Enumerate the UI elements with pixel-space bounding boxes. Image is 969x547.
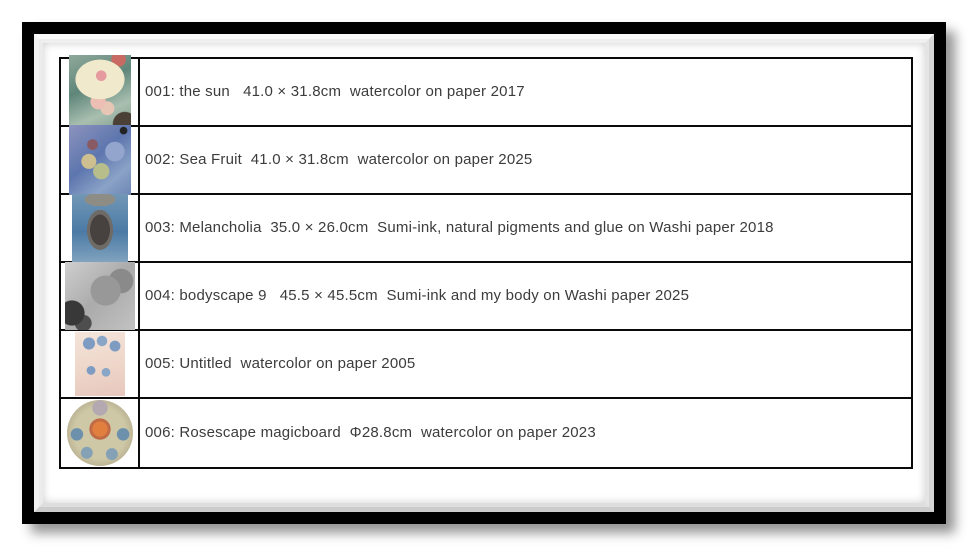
artwork-caption: 001: the sun 41.0 × 31.8cm watercolor on paper 2017	[145, 82, 525, 100]
thumbnail-cell	[61, 59, 140, 125]
thumbnail-cell	[61, 399, 140, 467]
thumbnail-cell	[61, 331, 140, 397]
artwork-list-table	[59, 57, 913, 469]
thumbnail-cell	[61, 263, 140, 329]
sea-fruit-thumbnail	[69, 125, 131, 195]
artwork-row-002	[61, 127, 911, 195]
caption-cell	[140, 59, 911, 125]
melancholia-thumbnail	[72, 194, 128, 263]
thumbnail-cell	[61, 195, 140, 261]
thumbnail-cell	[61, 127, 140, 193]
artwork-row-004	[61, 263, 911, 331]
artwork-row-001	[61, 59, 911, 127]
artwork-caption: 002: Sea Fruit 41.0 × 31.8cm watercolor on paper 2025	[145, 150, 533, 168]
bodyscape-9-thumbnail	[65, 262, 135, 330]
caption-cell	[140, 331, 911, 397]
artwork-caption: 003: Melancholia 35.0 × 26.0cm Sumi-ink, natural pigments and glue on Washi paper 2018	[145, 218, 774, 236]
caption-cell	[140, 195, 911, 261]
rosescape-magicboard-thumbnail	[67, 400, 133, 466]
artwork-caption: 005: Untitled watercolor on paper 2005	[145, 354, 416, 372]
caption-cell	[140, 127, 911, 193]
artwork-row-003	[61, 195, 911, 263]
caption-cell	[140, 263, 911, 329]
artwork-row-005	[61, 331, 911, 399]
caption-cell	[140, 399, 911, 467]
artwork-caption: 004: bodyscape 9 45.5 × 45.5cm Sumi-ink and my body on Washi paper 2025	[145, 286, 690, 304]
untitled-thumbnail	[75, 332, 125, 396]
the-sun-thumbnail	[69, 55, 131, 129]
artwork-row-006	[61, 399, 911, 467]
artwork-caption: 006: Rosescape magicboard Φ28.8cm watercolor on paper 2023	[145, 423, 596, 441]
